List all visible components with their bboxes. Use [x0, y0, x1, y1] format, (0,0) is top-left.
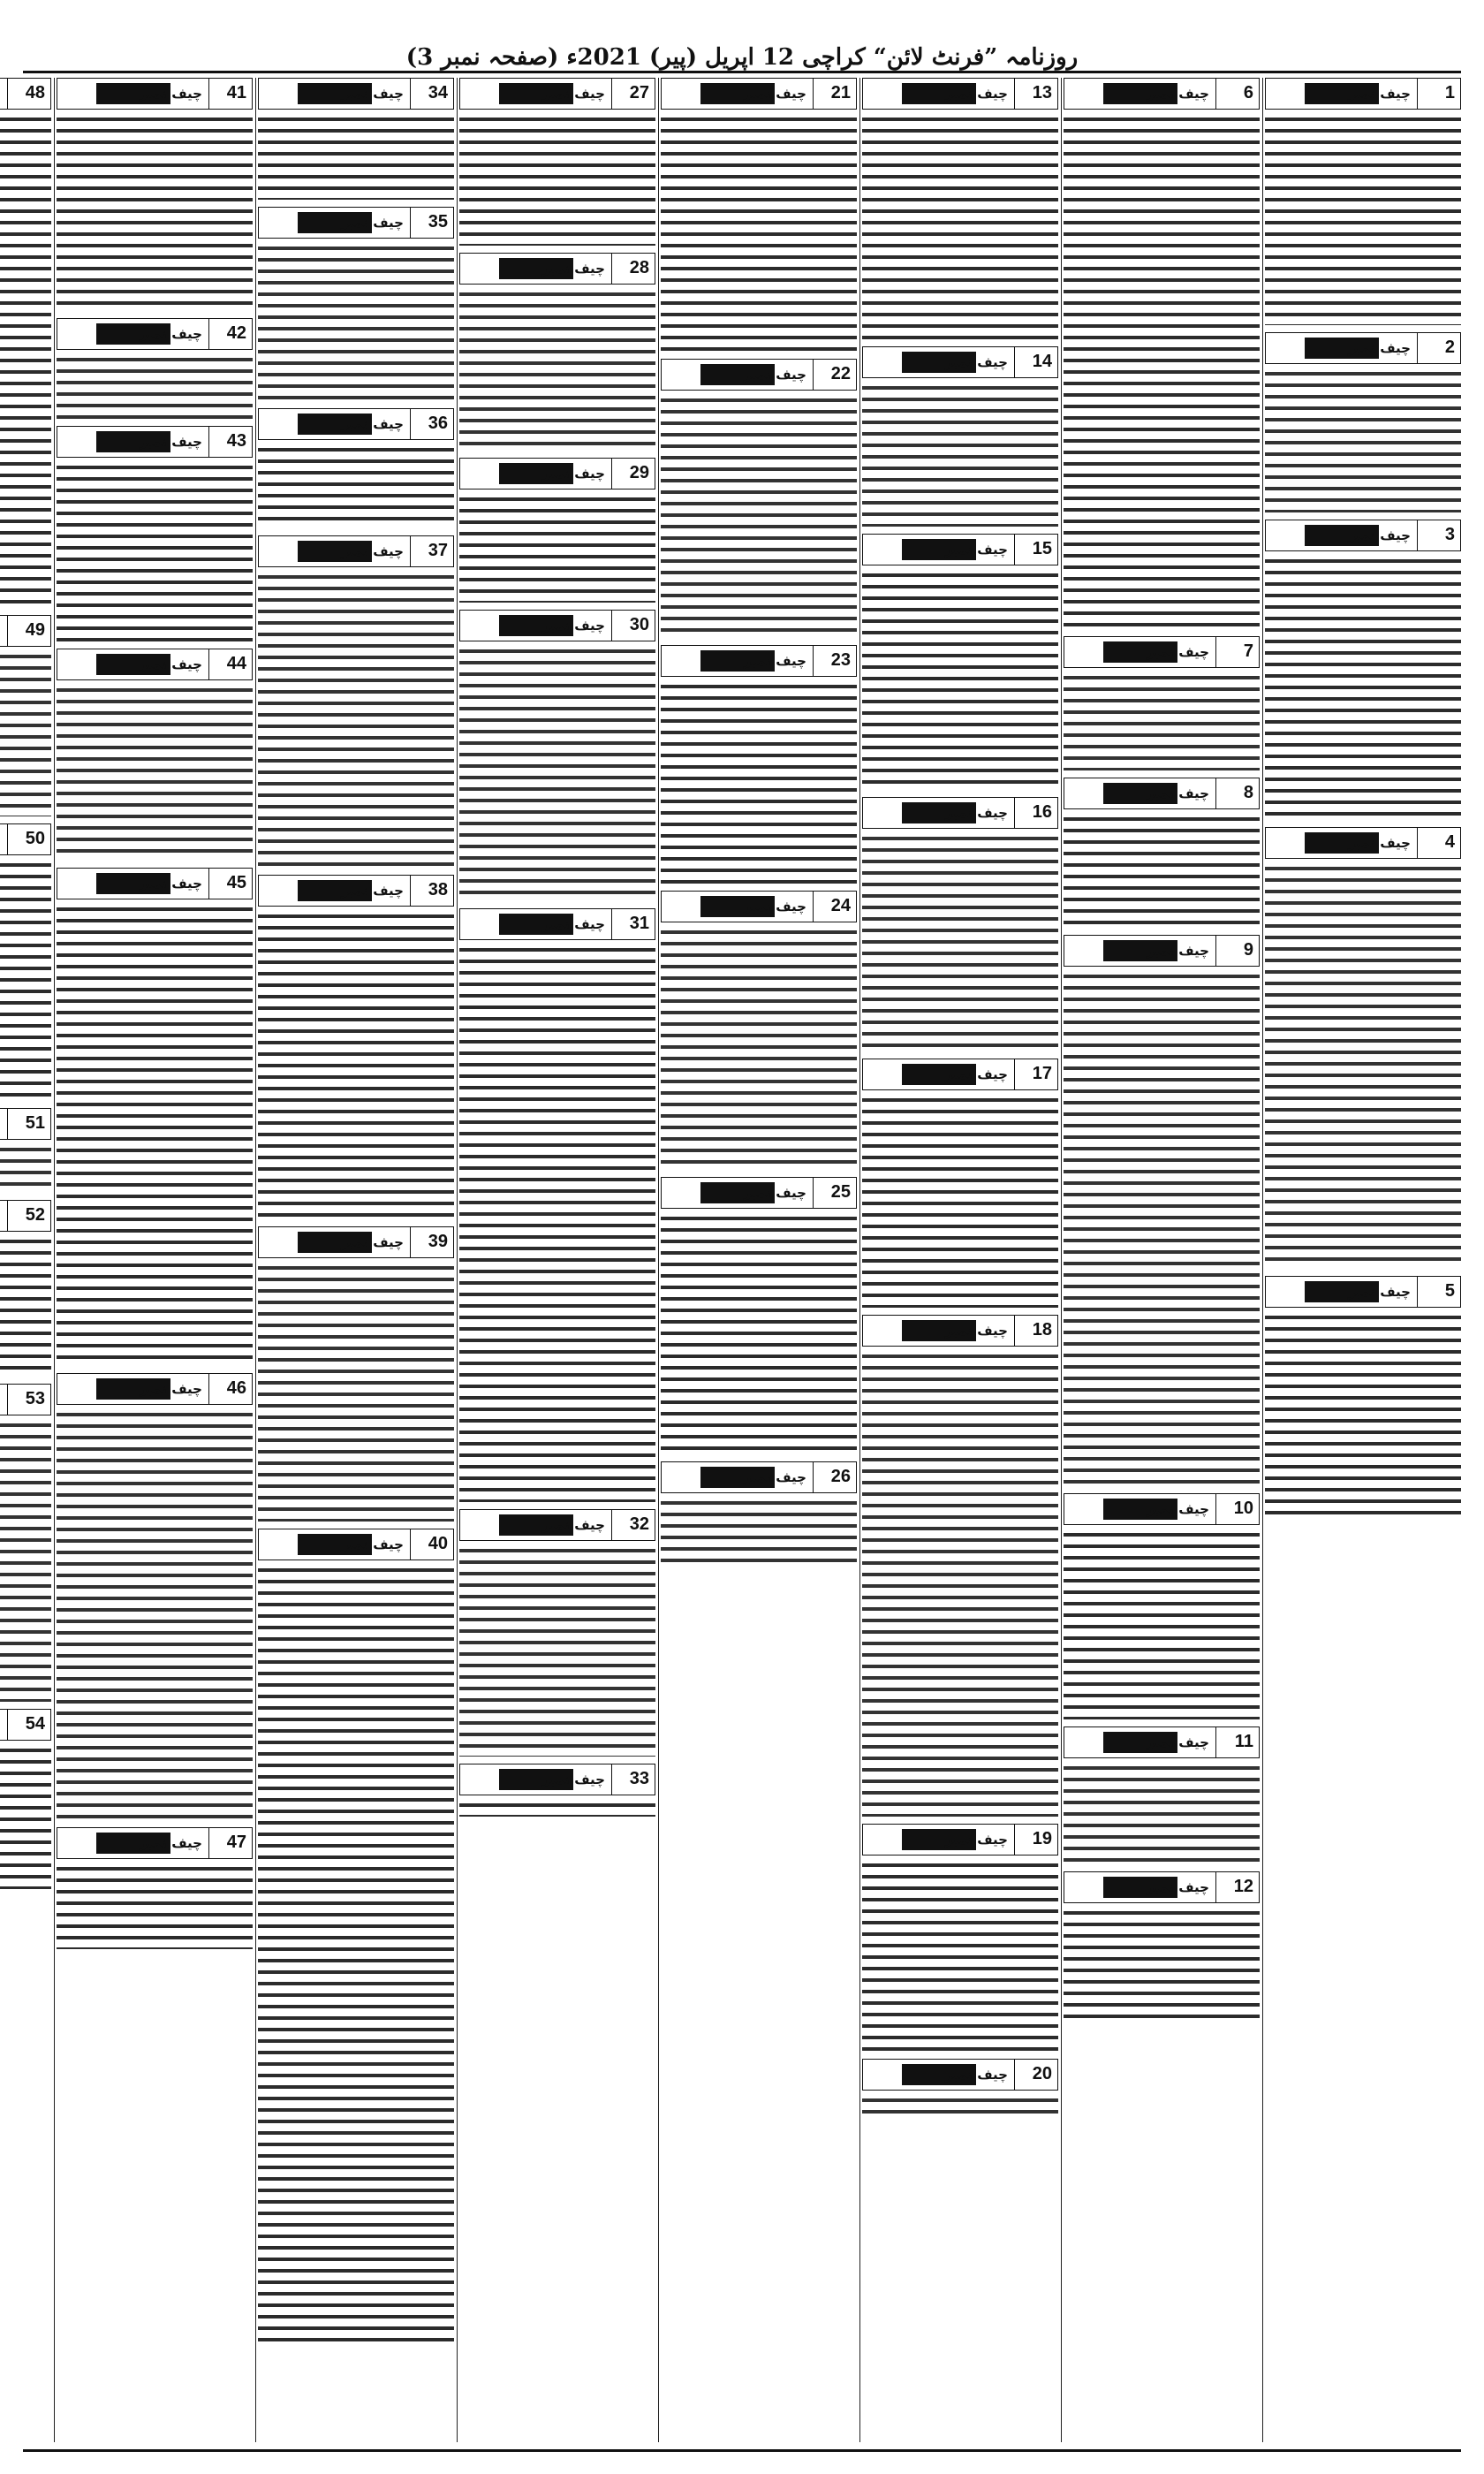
ad-body-text: [661, 680, 857, 884]
ad-header: [661, 1177, 857, 1209]
ad-label: چیف نمبر: [743, 1185, 806, 1201]
ad-header: [0, 1200, 51, 1232]
ad-body-text: [57, 353, 253, 419]
masthead: [0, 0, 1484, 71]
ad-number: 8: [1243, 783, 1253, 802]
ad-body-text: [1265, 368, 1461, 512]
ad-number: 47: [226, 1833, 246, 1852]
ad-number: 48: [25, 83, 45, 102]
classified-ad: [1064, 636, 1260, 770]
ad-number: 21: [830, 83, 851, 102]
ad-header: [661, 359, 857, 391]
ad-header: [1064, 1493, 1260, 1525]
ad-body-text: [1064, 813, 1260, 928]
classified-ad: [1064, 778, 1260, 928]
ad-body-text: [57, 903, 253, 1366]
ad-header: [1064, 636, 1260, 668]
ad-number: 29: [629, 463, 649, 482]
ad-body-text: [57, 461, 253, 641]
ad-number: 14: [1032, 352, 1052, 371]
ad-body-text: [0, 1744, 51, 1889]
classified-ad: [258, 1529, 454, 2341]
ad-body-text: [0, 1143, 51, 1193]
ad-header: [57, 868, 253, 899]
ad-label: چیف نمبر: [743, 653, 806, 669]
ad-number: 31: [629, 914, 649, 933]
column-divider: [1061, 78, 1062, 2442]
ad-body-text: [258, 1564, 454, 2341]
ad-number: 6: [1243, 83, 1253, 102]
classified-ad: [258, 207, 454, 401]
classified-ad: [459, 78, 655, 246]
classified-ad: [0, 615, 51, 816]
ad-label: چیف نمبر: [1146, 943, 1209, 959]
ad-label: چیف نمبر: [541, 86, 605, 102]
ad-header: [459, 253, 655, 285]
ad-header: [1265, 78, 1461, 110]
ad-body-text: [862, 569, 1058, 790]
ad-number: 18: [1032, 1320, 1052, 1339]
ad-header: [0, 615, 51, 647]
ad-label: چیف نمبر: [944, 1832, 1008, 1848]
ad-header: [661, 78, 857, 110]
ad-header: [1265, 1276, 1461, 1308]
classified-ad: [1064, 1493, 1260, 1719]
ad-header: [258, 408, 454, 440]
classified-ad: [57, 1373, 253, 1820]
classified-ad: [0, 823, 51, 1101]
ad-body-text: [1064, 113, 1260, 629]
classified-ad: [459, 1509, 655, 1757]
ad-header: [661, 645, 857, 677]
ad-number: 42: [226, 323, 246, 343]
ad-number: 52: [25, 1205, 45, 1225]
ad-header: [258, 1529, 454, 1560]
ad-body-text: [661, 926, 857, 1170]
top-rule: [23, 71, 1461, 73]
ad-header: [57, 318, 253, 350]
ad-label: چیف نمبر: [944, 805, 1008, 821]
ad-body-text: [661, 394, 857, 638]
classified-ad: [862, 797, 1058, 1051]
ad-header: [459, 458, 655, 489]
ad-number: 22: [830, 364, 851, 383]
classified-ad: [57, 649, 253, 861]
ad-header: [258, 78, 454, 110]
ad-header: [57, 1373, 253, 1405]
classified-ad: [1064, 78, 1260, 629]
ad-label: چیف نمبر: [139, 434, 202, 450]
ad-header: [1064, 778, 1260, 809]
ad-label: چیف نمبر: [944, 542, 1008, 558]
ad-label: چیف نمبر: [743, 899, 806, 914]
ad-body-text: [459, 645, 655, 901]
ad-label: چیف نمبر: [743, 86, 806, 102]
ad-header: [661, 891, 857, 922]
ad-number: 37: [428, 541, 448, 560]
ad-body-text: [1265, 1311, 1461, 1520]
column-divider: [457, 78, 458, 2442]
classified-ad: [0, 1108, 51, 1193]
ad-label: چیف نمبر: [139, 1835, 202, 1851]
classified-ad: [459, 1764, 655, 1817]
classified-ad: [57, 426, 253, 641]
ad-body-text: [459, 493, 655, 603]
classified-ad: [459, 908, 655, 1502]
ad-number: 32: [629, 1514, 649, 1534]
ad-body-text: [258, 242, 454, 401]
classified-ad: [661, 1177, 857, 1454]
classified-ad: [459, 253, 655, 451]
ad-header: [258, 1226, 454, 1258]
ad-number: 51: [25, 1113, 45, 1133]
classified-ad: [1265, 827, 1461, 1269]
ad-header: [0, 78, 51, 110]
column-2: [1064, 78, 1260, 2442]
ad-number: 40: [428, 1534, 448, 1553]
ad-number: 25: [830, 1182, 851, 1202]
ad-body-text: [0, 1235, 51, 1377]
ad-header: [862, 346, 1058, 378]
ad-number: 53: [25, 1389, 45, 1408]
ad-header: [1064, 935, 1260, 967]
ad-label: چیف نمبر: [944, 86, 1008, 102]
ad-number: 2: [1444, 338, 1455, 357]
ad-number: 44: [226, 654, 246, 673]
classified-ad: [1265, 1276, 1461, 1520]
ad-number: 33: [629, 1769, 649, 1788]
ad-label: چیف نمبر: [139, 86, 202, 102]
ad-label: چیف نمبر: [340, 1234, 404, 1250]
ad-label: چیف نمبر: [340, 883, 404, 899]
ad-label: چیف نمبر: [340, 416, 404, 432]
ad-body-text: [661, 113, 857, 352]
ad-body-text: [1265, 862, 1461, 1269]
ad-header: [1265, 332, 1461, 364]
ad-body-text: [57, 684, 253, 861]
ad-number: 49: [25, 620, 45, 640]
ad-body-text: [57, 1408, 253, 1820]
ad-body-text: [661, 1212, 857, 1454]
classified-ad: [258, 1226, 454, 1522]
ad-header: [862, 534, 1058, 565]
ad-body-text: [258, 910, 454, 1219]
classified-ad: [862, 1315, 1058, 1817]
ad-label: چیف نمبر: [340, 543, 404, 559]
ad-header: [862, 2059, 1058, 2091]
classified-ad: [862, 1824, 1058, 2052]
ad-label: چیف نمبر: [1347, 527, 1411, 543]
ad-label: چیف نمبر: [541, 1772, 605, 1787]
column-3: [862, 78, 1058, 2442]
ad-label: [0, 831, 1, 847]
ad-body-text: [862, 382, 1058, 527]
ad-number: 10: [1233, 1499, 1253, 1518]
ad-body-text: [862, 1859, 1058, 2052]
ad-number: 43: [226, 431, 246, 451]
ad-body-text: [0, 113, 51, 608]
ad-header: [0, 1709, 51, 1741]
classified-ad: [862, 78, 1058, 339]
classified-ad: [862, 346, 1058, 527]
classified-ad: [1265, 520, 1461, 820]
classified-ad: [1064, 1871, 1260, 2022]
ad-body-text: [459, 288, 655, 451]
ad-label: چیف نمبر: [743, 367, 806, 383]
ad-body-text: [862, 1350, 1058, 1817]
column-divider: [255, 78, 256, 2442]
ad-body-text: [1064, 1762, 1260, 1864]
column-divider: [658, 78, 659, 2442]
classified-ad: [661, 891, 857, 1170]
ad-label: چیف نمبر: [541, 618, 605, 634]
ad-header: [459, 1764, 655, 1795]
classified-ad: [1064, 935, 1260, 1486]
ad-body-text: [862, 832, 1058, 1051]
ad-label: چیف نمبر: [944, 354, 1008, 370]
ad-body-text: [258, 444, 454, 528]
ad-number: 15: [1032, 539, 1052, 558]
ad-body-text: [459, 1544, 655, 1757]
ad-body-text: [1265, 113, 1461, 325]
classified-ad: [57, 1827, 253, 1949]
ad-label: چیف نمبر: [944, 2067, 1008, 2083]
ad-number: 54: [25, 1714, 45, 1734]
ad-label: چیف نمبر: [1347, 340, 1411, 356]
ad-header: [459, 610, 655, 641]
classified-ad: [0, 1709, 51, 1889]
ad-label: چیف نمبر: [1146, 1734, 1209, 1750]
ad-header: [1064, 1726, 1260, 1758]
ad-label: چیف نمبر: [1146, 1501, 1209, 1517]
ad-number: 34: [428, 83, 448, 102]
ad-number: 13: [1032, 83, 1052, 102]
ad-number: 11: [1234, 1732, 1253, 1751]
ad-header: [57, 426, 253, 458]
ad-label: چیف نمبر: [1146, 1879, 1209, 1895]
ad-number: 39: [428, 1232, 448, 1251]
classified-ad: [0, 1200, 51, 1377]
classified-ad: [1064, 1726, 1260, 1864]
ad-label: چیف نمبر: [139, 326, 202, 342]
column-8: [0, 78, 51, 2442]
ad-label: چیف نمبر: [743, 1469, 806, 1485]
column-divider: [54, 78, 55, 2442]
ad-body-text: [0, 1419, 51, 1702]
classified-ad: [1265, 78, 1461, 325]
ad-body-text: [862, 1094, 1058, 1308]
ad-label: [0, 1717, 1, 1733]
ad-label: چیف نمبر: [139, 876, 202, 892]
column-7: [57, 78, 253, 2442]
ad-header: [661, 1461, 857, 1493]
ad-body-text: [862, 113, 1058, 339]
ad-body-text: [258, 571, 454, 868]
classified-ad: [459, 610, 655, 901]
ad-number: 23: [830, 650, 851, 670]
classified-ad: [459, 458, 655, 603]
ad-label: چیف نمبر: [340, 86, 404, 102]
ad-label: [0, 1208, 1, 1224]
ad-body-text: [0, 650, 51, 816]
ad-header: [1064, 78, 1260, 110]
ad-number: 20: [1032, 2064, 1052, 2083]
ad-label: چیف نمبر: [340, 1537, 404, 1552]
ad-label: چیف نمبر: [139, 1381, 202, 1397]
ad-header: [459, 1509, 655, 1541]
ad-label: [0, 86, 1, 102]
ad-body-text: [661, 1497, 857, 1567]
ad-number: 12: [1233, 1877, 1253, 1896]
ad-label: چیف نمبر: [340, 215, 404, 231]
column-4: [661, 78, 857, 2442]
ad-body-text: [459, 944, 655, 1502]
classified-ad: [258, 535, 454, 868]
ad-header: [862, 78, 1058, 110]
ad-header: [862, 1059, 1058, 1090]
ad-number: 28: [629, 258, 649, 277]
ad-label: چیف نمبر: [541, 916, 605, 932]
column-divider: [859, 78, 860, 2442]
ad-body-text: [1064, 1529, 1260, 1719]
ad-body-text: [258, 113, 454, 200]
ad-body-text: [1265, 555, 1461, 820]
ad-number: 3: [1444, 525, 1455, 544]
ad-number: 19: [1032, 1829, 1052, 1848]
classified-ad: [57, 318, 253, 419]
ad-number: 46: [226, 1378, 246, 1398]
ad-body-text: [1064, 672, 1260, 770]
ad-header: [862, 1824, 1058, 1856]
ad-label: چیف نمبر: [541, 1517, 605, 1533]
ad-label: چیف نمبر: [944, 1066, 1008, 1082]
ad-number: 16: [1032, 802, 1052, 822]
classified-ad: [1265, 332, 1461, 512]
ad-body-text: [1064, 970, 1260, 1486]
ad-label: چیف نمبر: [541, 466, 605, 482]
ad-header: [862, 797, 1058, 829]
ad-header: [57, 78, 253, 110]
ad-label: [0, 623, 1, 639]
ad-label: چیف نمبر: [1347, 1284, 1411, 1300]
classified-ad: [661, 645, 857, 884]
ad-number: 36: [428, 414, 448, 433]
ad-label: چیف نمبر: [1146, 644, 1209, 660]
ad-number: 5: [1444, 1281, 1455, 1301]
ad-label: چیف نمبر: [1347, 835, 1411, 851]
classified-ad: [862, 534, 1058, 790]
ad-body-text: [258, 1262, 454, 1522]
ad-header: [1265, 827, 1461, 859]
ad-body-text: [459, 1799, 655, 1817]
ad-number: 30: [629, 615, 649, 634]
column-divider: [1262, 78, 1263, 2442]
ad-number: 24: [830, 896, 851, 915]
column-6: [258, 78, 454, 2442]
ad-header: [1064, 1871, 1260, 1903]
ad-header: [258, 207, 454, 239]
classified-ad: [57, 78, 253, 311]
ad-header: [1265, 520, 1461, 551]
classified-ad: [57, 868, 253, 1366]
classified-ad: [258, 408, 454, 528]
ad-number: 17: [1032, 1064, 1052, 1083]
bottom-rule: [23, 2449, 1461, 2452]
ad-header: [459, 78, 655, 110]
classified-ad: [258, 78, 454, 200]
ad-body-text: [1064, 1907, 1260, 2022]
ad-label: چیف نمبر: [944, 1323, 1008, 1339]
newspaper-title: روزنامہ ”فرنٹ لائن“ کراچی 12 اپریل (پیر) 2021ء (صفحہ نمبر 3): [405, 44, 1079, 71]
ad-header: [0, 1108, 51, 1140]
ad-number: 50: [25, 829, 45, 848]
ad-label: چیف نمبر: [1146, 785, 1209, 801]
classified-ad: [862, 2059, 1058, 2115]
ad-number: 27: [629, 83, 649, 102]
classified-ad: [661, 1461, 857, 1567]
ad-number: 45: [226, 873, 246, 892]
ad-header: [258, 535, 454, 567]
ad-header: [258, 875, 454, 907]
ad-label: [0, 1392, 1, 1408]
classified-ad: [661, 359, 857, 638]
ad-label: چیف نمبر: [139, 656, 202, 672]
ad-number: 26: [830, 1467, 851, 1486]
ad-number: 35: [428, 212, 448, 231]
column-5: [459, 78, 655, 2442]
classified-ad: [0, 1384, 51, 1702]
ad-number: 38: [428, 880, 448, 899]
ad-header: [862, 1315, 1058, 1347]
ad-number: 1: [1444, 83, 1455, 102]
ad-body-text: [57, 1863, 253, 1949]
ad-header: [57, 649, 253, 680]
ad-number: 9: [1243, 940, 1253, 960]
ad-body-text: [459, 113, 655, 246]
ad-number: 4: [1444, 832, 1455, 852]
ad-body-text: [0, 859, 51, 1101]
classified-ad: [258, 875, 454, 1219]
ad-number: 41: [226, 83, 246, 102]
ad-body-text: [57, 113, 253, 311]
classified-ad: [661, 78, 857, 352]
classified-ad: [862, 1059, 1058, 1308]
ad-header: [0, 1384, 51, 1415]
classified-ad: [0, 78, 51, 608]
ad-header: [57, 1827, 253, 1859]
column-1: [1265, 78, 1461, 2442]
ad-label: چیف نمبر: [541, 261, 605, 277]
ad-label: چیف نمبر: [1146, 86, 1209, 102]
newspaper-page: [23, 78, 1461, 2442]
ad-label: [0, 1116, 1, 1132]
ad-header: [0, 823, 51, 855]
ad-body-text: [862, 2094, 1058, 2115]
ad-label: چیف نمبر: [1347, 86, 1411, 102]
ad-number: 7: [1243, 641, 1253, 661]
ad-header: [459, 908, 655, 940]
